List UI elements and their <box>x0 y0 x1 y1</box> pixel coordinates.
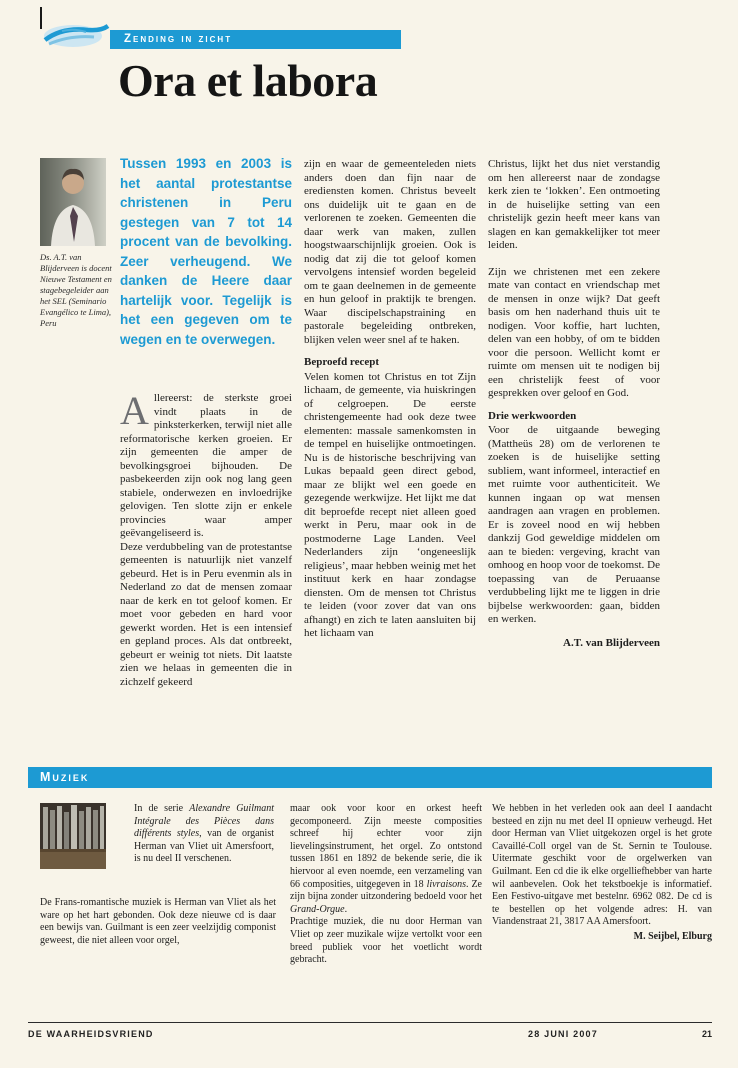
drop-cap: A <box>120 388 149 433</box>
muziek-column-3 <box>492 803 712 944</box>
article-intro: Tussen 1993 en 2003 is het aantal protestantse christenen in Peru gestegen van 7 tot 14 procent van de bevolking. Zeer verheugend. We danken de Heere daar hartelijk voor. Tegelijk is het een gegeven om te wegen en te overwegen. <box>120 156 292 347</box>
author-photo <box>40 158 106 246</box>
article-paragraph: Deze verdubbeling van de protestantse gemeenten is natuurlijk niet vanzelf gebeurd. Het is in Peru evenmin als in Nederland zo dat de mensen zomaar naar de kerk en tot geloof komen. Er moet voor gebeden en hard voor gewerkt worden. Het is een intensief en gepland proces. Als dat ontbreekt, gebeurt er weinig tot niets. Dit laatste zien we helaas in gemeenten die in zichzelf gekeerd <box>120 540 292 688</box>
paragraph-text: llereerst: de sterkste groei vindt plaats in de pinksterkerken, terwijl niet alle reformatorische kerken groeien. Er zijn gemeenten die amper de bevolkingsgroei bijhouden. De pasbekeerden zijn ook nog lang geen stabiele, onderwezen en invloedrijke gelovigen. Ten slotte zijn er enkele provincies waar amper geëvangeliseerd is. <box>120 392 292 539</box>
article-paragraph <box>120 388 292 541</box>
muziek-column-2 <box>290 803 482 967</box>
muziek-paragraph <box>134 803 274 866</box>
muziek-byline: M. Seijbel, Elburg <box>633 930 712 942</box>
subheading-drie-werkwoorden: Drie werkwoorden <box>488 409 577 422</box>
muziek-column-1-top <box>134 803 274 866</box>
article-paragraph: zijn en waar de gemeenteleden niets anders doen dan fijn naar de erediensten komen. Christus beveelt ons duidelijk uit te gaan en de verlorenen te zoeken. Gemeenten die daar werk van maken, zullen hoogstwaarschijnlijk groeien. Ook is nodig dat zij die tot geloof komen vervolgens intensief worden begeleid om te gaan deelnemen in de gemeente en hun geloof in praktijk te brengen. Waar discipelschapstraining en pastorale begeleiding ontbreken, blijken velen weer snel af te haken. <box>304 158 476 346</box>
article-byline: A.T. van Blijderveen <box>563 636 660 649</box>
organ-photo <box>40 803 106 869</box>
section-header-muziek <box>28 767 712 788</box>
text-segment: In de serie <box>134 803 190 814</box>
section-label: Zending in zicht <box>124 33 233 45</box>
article-column-1 <box>120 388 292 689</box>
muziek-label: Muziek <box>40 770 90 784</box>
muziek-paragraph: We hebben in het verleden ook aan deel I aandacht besteed en zijn nu met deel II opnieuw verheugd. Het door Herman van Vliet uitgekozen orgel is het grote Cavaillé-Coll orgel van de St. Sernin te Toulouse. Uitermate geschikt voor de orgelwerken van Guilmant. Een cd die ik elke orgelliefhebber van harte wil aanbevelen. Ook het tekstboekje is informatief. Een Festivo-uitgave met bestelnr. 6962 082. De cd is te bestellen op het volgende adres: H. van Viandenstraat 21, 3817 AA Amersfoort. <box>492 803 712 928</box>
footer-date: 28 JUNI 2007 <box>528 1029 598 1039</box>
article-column-3 <box>488 158 660 650</box>
footer-page-number: 21 <box>701 1029 712 1039</box>
globe-swoosh-logo-icon <box>42 22 110 50</box>
footer-magazine-name: DE WAARHEIDSVRIEND <box>28 1029 154 1039</box>
term-grand-orgue: Grand-Orgue <box>290 903 345 915</box>
muziek-paragraph <box>290 803 482 916</box>
section-header-zending-in-zicht <box>110 30 401 49</box>
cd-series-title: Alexandre Guilmant Intégrale des Pièces dans différents styles <box>134 803 274 840</box>
muziek-paragraph: Prachtige muziek, die nu door Herman van Vliet op zeer muzikale wijze vertolkt voor een breed publiek voor het voetlicht wordt gebracht. <box>290 916 482 966</box>
article-paragraph: Voor de uitgaande beweging (Mattheüs 28) om de verlorenen te zoeken is de huiselijke setting subliem, want informeel, interactief en met ruimte voor authenticiteit. We kunnen ingaan op wat mensen aandragen aan vragen en problemen. Er is zoveel nood en wij hebben dankzij God geweldige middelen om aan te bieden: vergeving, kracht van omhoog en hoop voor de toekomst. De toepassing van de Peruaanse verdubbeling lijkt me te liggen in drie bijbelse werkwoorden: gaan, bidden en werken. <box>488 424 660 625</box>
subheading-beproefd-recept: Beproefd recept <box>304 356 380 368</box>
text-segment: , van de organist Herman van Vliet uit Amersfoort, is nu deel II verschenen. <box>134 828 274 865</box>
muziek-column-1-bottom <box>40 897 276 947</box>
text-segment: . <box>344 903 348 915</box>
muziek-paragraph: De Frans-romantische muziek is Herman van Vliet als het ware op het hart gebonden. Ook deze nieuwe cd is daar een bewijs van. Guilmant is een zeer veelzijdig componist geweest, die niet alleen voor orgel, <box>40 897 276 946</box>
article-column-2 <box>304 158 476 641</box>
article-paragraph: Christus, lijkt het dus niet verstandig om hen allereerst naar de zondagse kerk zien te ‘lokken’. Een ontmoeting in de huiselijke setting van een christelijk gezin heeft meer kans van slagen en kan gemakkelijker tot meer leiden. <box>488 158 660 251</box>
article-paragraph: Velen komen tot Christus en tot Zijn lichaam, de gemeente, via huiskringen of celgroepen. De eerste christengemeente had ook deze twee elementen: massale samenkomsten in de tempel en huiselijke ontmoetingen. Nu is de historische beschrijving van Lukas bepaald geen direct gebod, maar ze blijkt wel een goede en gezegende werkwijze. Het lijkt me dat dit beproefde recept niet alleen goed werkt in Peru, maar ook in de postmoderne Lage Landen. Veel Nederlanders zijn ‘ongeneeslijk religieus’, maar hebben weinig met het instituut kerk en haar zondagse diensten. Om de mensen tot Christus te leiden (voor zover dat van ons afhangt) en zich te laten aansluiten bij het lichaam van <box>304 370 476 639</box>
article-paragraph: Zijn we christenen met een zekere mate van contact en vriendschap met de mensen in onze wijk? Dat geeft basis om hen naderhand thuis uit te nodigen. Voor koffie, hart luchten, delen van een hobby, of om te bidden voor die persoon. Wellicht komt er ruimte om mensen uit te nodigen bij een christelijk feest of voor gesprekken over geloof en God. <box>488 265 660 399</box>
photo-caption: Ds. A.T. van Blijderveen is docent Nieuwe Testament en stagebegeleider aan het SEL (Seminario Evangélico te Lima), Peru <box>40 252 112 328</box>
text-segment: . Ze zijn bijna zonder uitzondering bedoeld voor het <box>290 878 482 903</box>
footer-rule <box>28 1022 712 1023</box>
article-title: Ora et labora <box>118 55 378 106</box>
term-livraisons: livraisons <box>426 878 467 890</box>
text-segment: maar ook voor koor en orkest heeft gecomponeerd. Zijn meeste composities schreef hij echter voor zijn lievelingsinstrument, het orgel. Zo ontstond tussen 1861 en 1892 de bekende serie, die ik hiervoor al even noemde, een verzameling van 66 composities, uitgegeven in 18 <box>290 803 482 890</box>
